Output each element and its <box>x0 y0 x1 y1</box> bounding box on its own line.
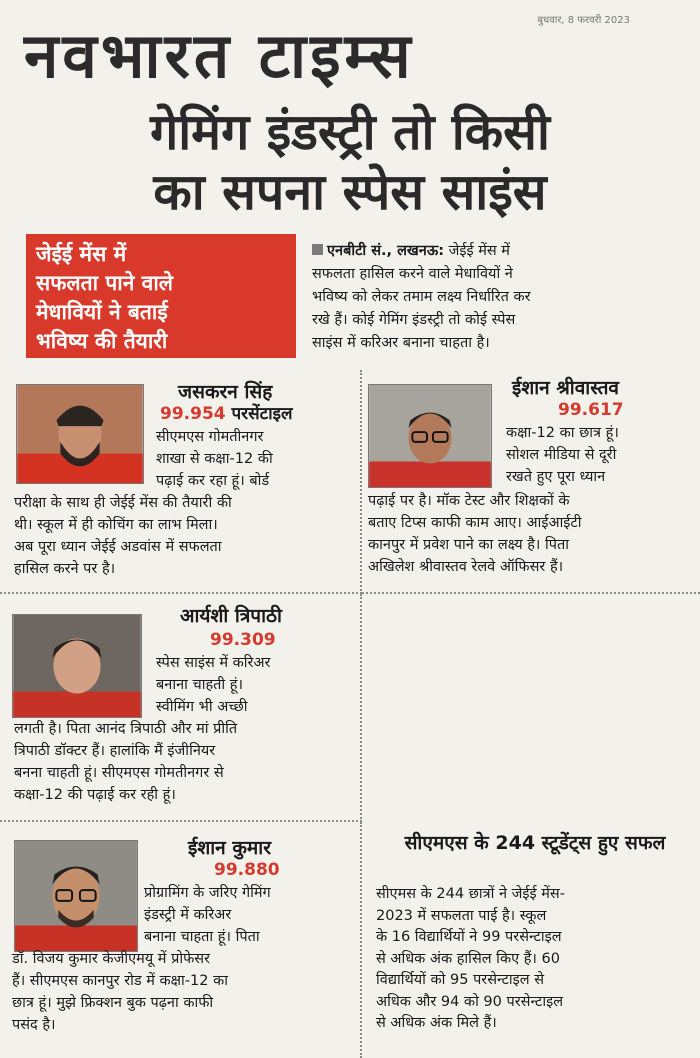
intro-line: भविष्य को लेकर तमाम लक्ष्य निर्धारित कर <box>312 289 531 305</box>
masthead <box>0 0 700 100</box>
student-box-jaskaran <box>0 370 362 594</box>
student-text-continued: डॉ. विजय कुमार केजीएमयू में प्रोफेसर हैं। सीएमएस कानपुर रोड में कक्षा-12 का छात्र हूं। मुझे फ्रिक्शन बुक पढ़ना काफी पसंद है। <box>12 951 228 1033</box>
intro-line: एनबीटी सं., लखनऊ: जेईई मेंस में <box>312 240 690 263</box>
headline <box>0 102 700 230</box>
dateline: एनबीटी सं., लखनऊ: <box>327 243 444 259</box>
intro-line: रखे हैं। कोई गेमिंग इंडस्ट्री तो कोई स्पेस <box>312 312 516 328</box>
student-name: आर्यशी त्रिपाठी <box>180 605 282 627</box>
highlight-line: जेईई मेंस में <box>36 242 127 266</box>
headline-line-1: गेमिंग इंडस्ट्री तो किसी <box>150 103 550 161</box>
student-score: 99.617 <box>558 400 624 420</box>
student-score: 99.309 <box>210 630 276 650</box>
highlight-box <box>26 234 296 358</box>
student-portrait-icon <box>369 385 491 487</box>
student-portrait-icon <box>15 841 137 951</box>
student-text: सीएमएस गोमतीनगर शाखा से कक्षा-12 की पढ़ाई कर रहा हूं। बोर्ड <box>156 429 273 489</box>
student-box-ishan-srivastava <box>362 370 700 594</box>
student-score: 99.880 <box>214 860 280 880</box>
cms-box-title: सीएमएस के 244 स्टूडेंट्स हुए सफल <box>404 832 666 854</box>
student-photo <box>12 614 142 718</box>
student-text: कक्षा-12 का छात्र हूं। सोशल मीडिया से दूरी रखते हुए पूरा ध्यान <box>506 425 619 485</box>
headline-line-2: का सपना स्पेस साइंस <box>153 163 547 221</box>
student-score: 99.954 परसेंटाइल <box>160 404 293 424</box>
newspaper-name: नवभारत टाइम्स <box>24 19 415 92</box>
student-photo <box>14 840 138 952</box>
student-name: जसकरन सिंह <box>178 381 273 403</box>
student-text-continued: परीक्षा के साथ ही जेईई मेंस की तैयारी की थी। स्कूल में ही कोचिंग का लाभ मिला। अब पूरा ध्यान जेईई अडवांस में सफलता हासिल करने पर है। <box>14 495 232 577</box>
student-text: स्पेस साइंस में करिअर बनाना चाहती हूं। स्वीमिंग भी अच्छी <box>156 655 271 715</box>
student-text-continued: पढ़ाई पर है। मॉक टेस्ट और शिक्षकों के बताए टिप्स काफी काम आए। आईआईटी कानपुर में प्रवेश पाने का लक्ष्य है। पिता अखिलेश श्रीवास्तव रेलवे ऑफिसर हैं। <box>368 493 582 575</box>
bullet-square-icon <box>312 244 323 255</box>
intro-paragraph <box>312 240 690 358</box>
student-text-continued: लगती है। पिता आनंद त्रिपाठी और मां प्रीति त्रिपाठी डॉक्टर हैं। हालांकि मैं इंजीनियर बनना चाहती हूं। सीएमएस गोमतीनगर से कक्षा-12 की पढ़ाई कर रही हूं। <box>14 721 238 803</box>
student-portrait-icon <box>17 385 143 483</box>
intro-line: सफलता हासिल करने वाले मेधावियों ने <box>312 266 513 282</box>
highlight-line: मेधावियों ने बताई <box>36 300 168 324</box>
student-box-aryashi <box>0 594 362 822</box>
cms-box-text: सीएमस के 244 छात्रों ने जेईई मेंस- 2023 में सफलता पाई है। स्कूल के 16 विद्यार्थियों ने 99 परसेन्टाइल से अधिक अंक हासिल किए हैं। 60 विद्यार्थियों को 95 परसेन्टाइल से अधिक और 94 को 90 परसेन्टाइल से अधिक अंक मिले हैं। <box>376 886 565 1031</box>
student-photo <box>368 384 492 488</box>
highlight-line: भविष्य की तैयारी <box>36 329 168 353</box>
publication-date: बुधवार, 8 फरवरी 2023 <box>537 15 630 26</box>
student-name: ईशान कुमार <box>188 837 271 859</box>
student-text: प्रोग्रामिंग के जरिए गेमिंग इंडस्ट्री में करिअर बनाना चाहता हूं। पिता <box>144 885 271 945</box>
student-name: ईशान श्रीवास्तव <box>512 377 619 399</box>
student-portrait-icon <box>13 615 141 717</box>
highlight-line: सफलता पाने वाले <box>36 271 174 295</box>
intro-line: साइंस में करिअर बनाना चाहता है। <box>312 335 490 351</box>
blank-area <box>364 594 700 822</box>
student-box-ishan-kumar <box>0 822 362 1058</box>
student-photo <box>16 384 144 484</box>
